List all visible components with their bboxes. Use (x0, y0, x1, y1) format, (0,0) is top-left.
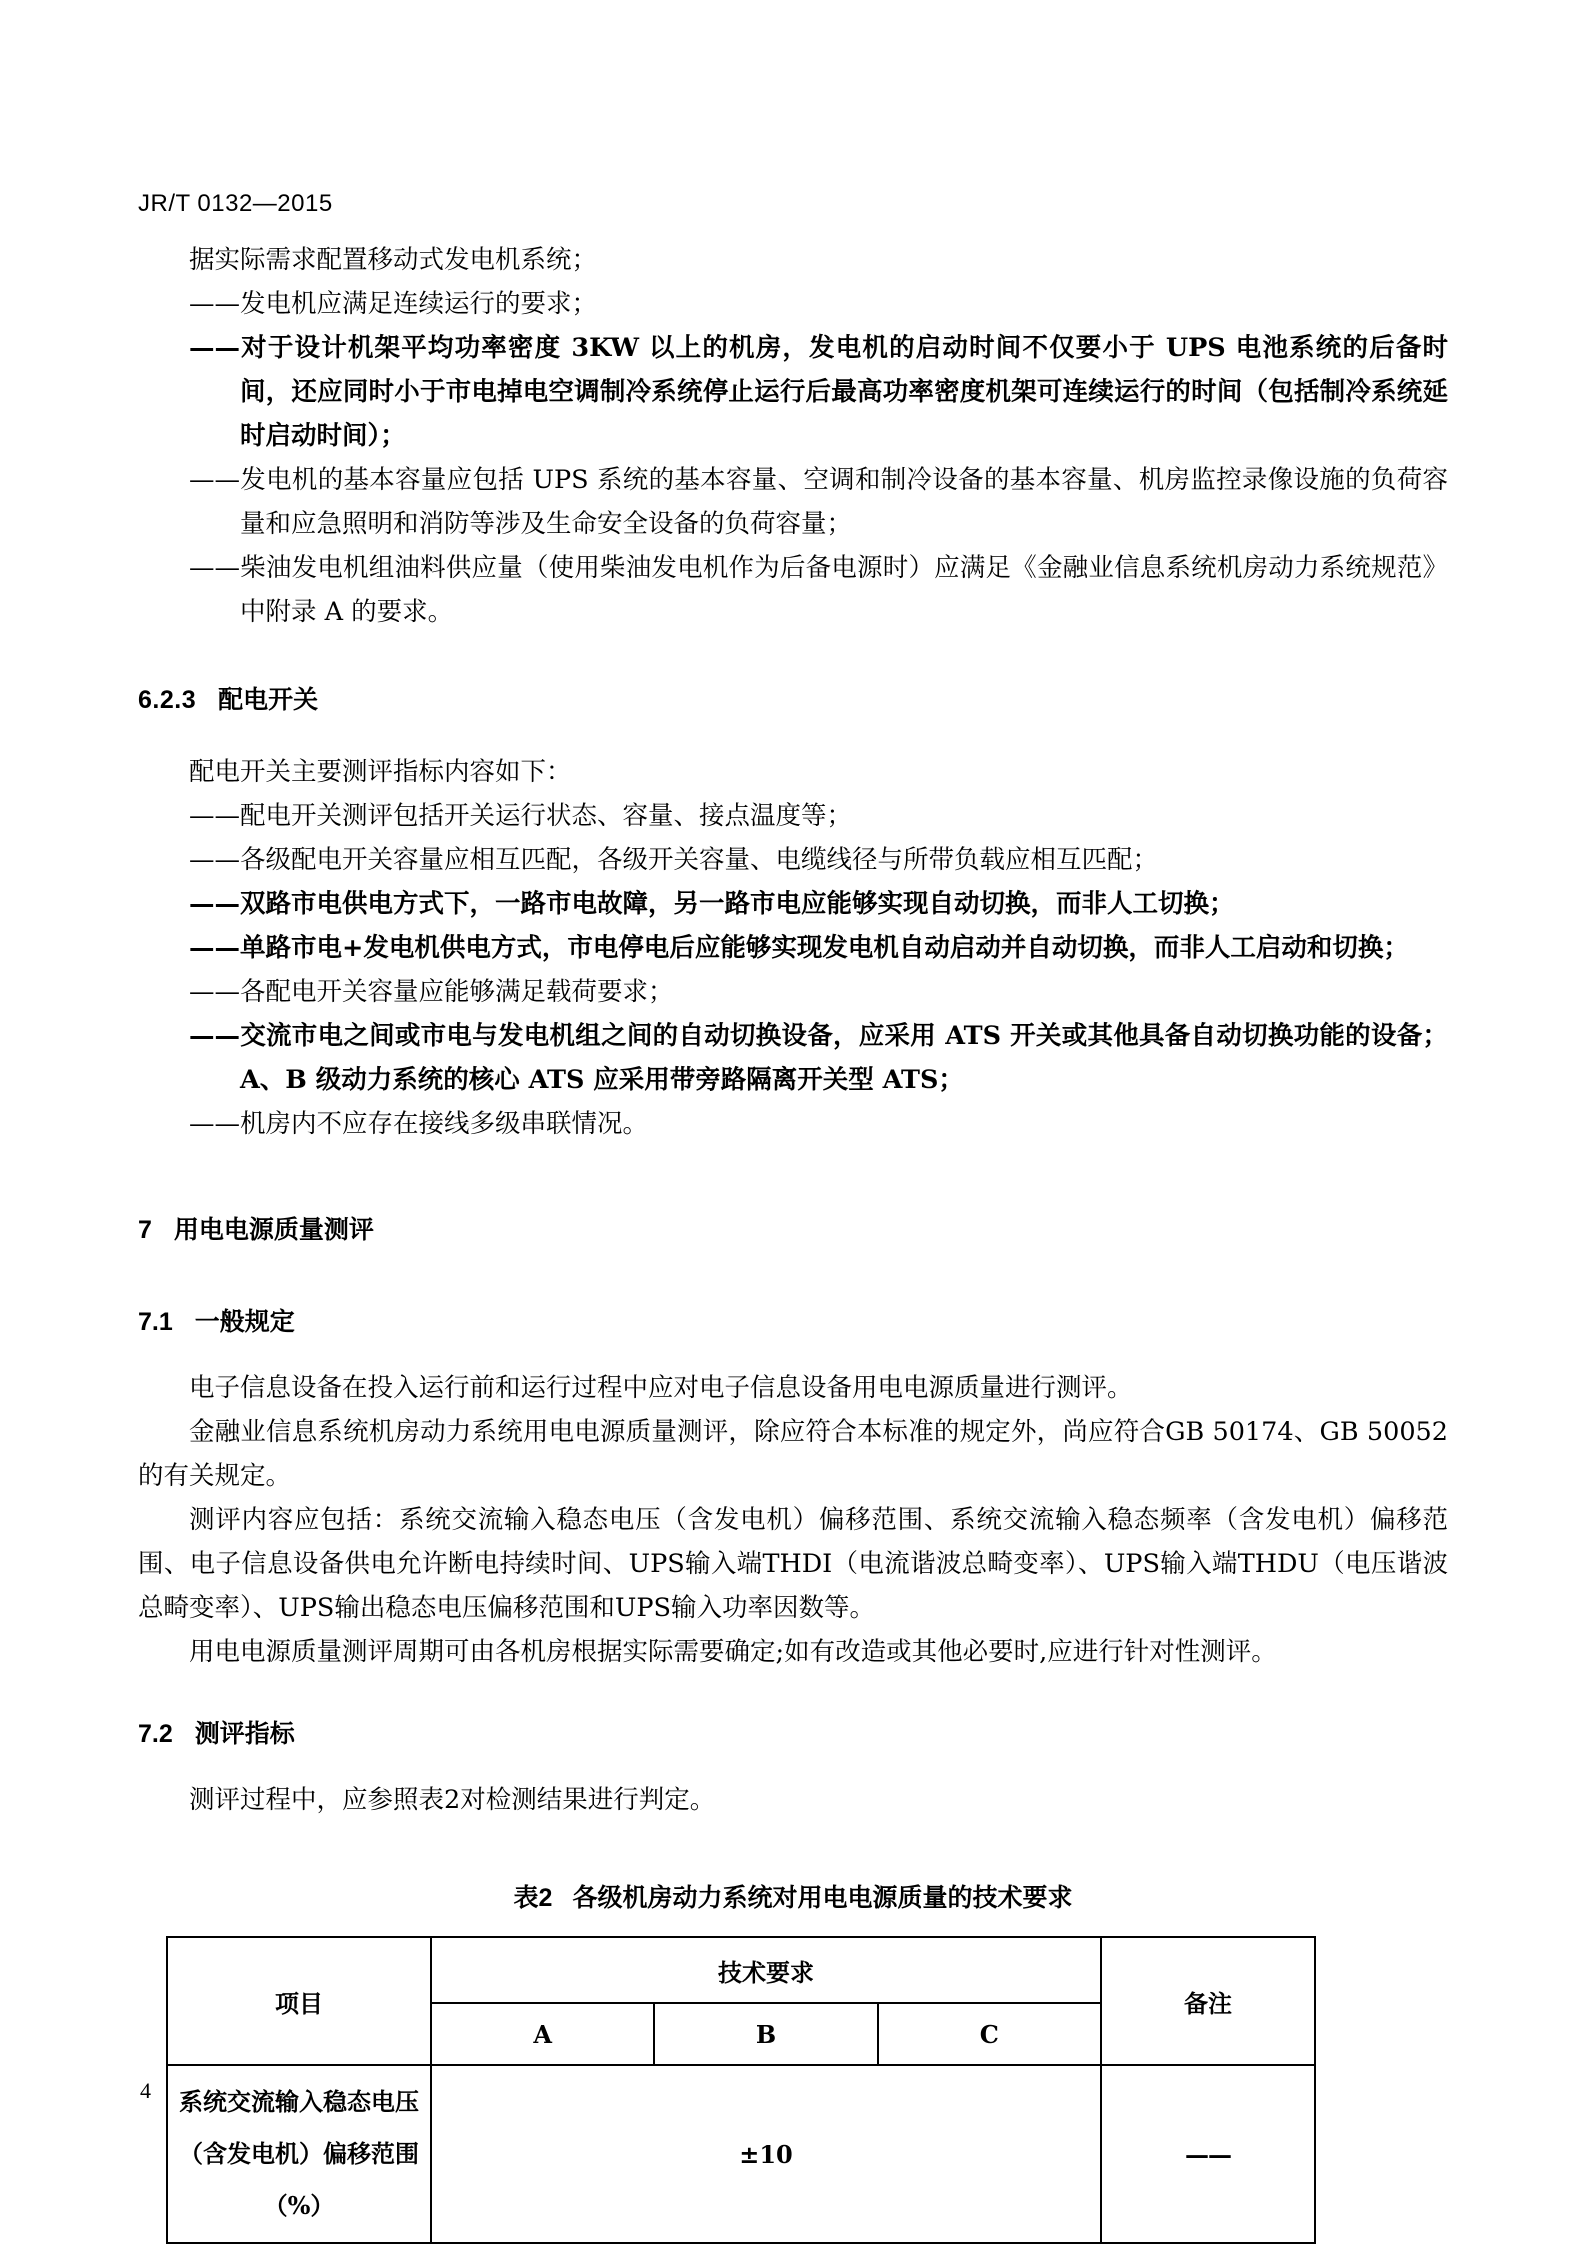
heading-7 (138, 1210, 1448, 1246)
section-623-lead: 配电开关主要测评指标内容如下： (189, 757, 572, 787)
table-row (167, 2065, 1315, 2243)
heading-title: 测评指标 (194, 1720, 295, 1748)
running-header-standard-code: JR/T 0132—2015 (138, 190, 333, 217)
page-number: 4 (140, 2078, 151, 2103)
list-item: ——各配电开关容量应能够满足载荷要求； (189, 977, 674, 1007)
table-cell-remark: —— (1101, 2065, 1315, 2243)
heading-number: 7.2 (138, 1720, 173, 1748)
table2 (166, 1936, 1316, 2244)
section-71-paragraph: 电子信息设备在投入运行前和运行过程中应对电子信息设备用电电源质量进行测评。 (189, 1373, 1133, 1403)
section-71-paragraph: 金融业信息系统机房动力系统用电电源质量测评，除应符合本标准的规定外，尚应符合GB 50174、GB 50052的有关规定。 (138, 1417, 1448, 1491)
list-item: ——柴油发电机组油料供应量（使用柴油发电机作为后备电源时）应满足《金融业信息系统机房动力系统规范》中附录 A 的要求。 (189, 553, 1448, 627)
heading-title: 配电开关 (218, 686, 319, 714)
heading-6-2-3 (138, 680, 1448, 716)
table2-caption (138, 1878, 1448, 1914)
list-item: ——双路市电供电方式下，一路市电故障，另一路市电应能够实现自动切换，而非人工切换； (189, 889, 1235, 919)
continued-paragraph: 据实际需求配置移动式发电机系统； (189, 245, 598, 275)
item-name-line: （含发电机）偏移范围 (179, 2139, 419, 2168)
list-item: ——发电机的基本容量应包括 UPS 系统的基本容量、空调和制冷设备的基本容量、机房监控录像设施的负荷容量和应急照明和消防等涉及生命安全设备的负荷容量； (189, 465, 1448, 539)
page-content (138, 238, 1448, 2244)
table-header-grade-a: A (431, 2003, 654, 2065)
section-71-paragraph: 测评内容应包括：系统交流输入稳态电压（含发电机）偏移范围、系统交流输入稳态频率（含发电机）偏移范围、电子信息设备供电允许断电持续时间、UPS输入端THDI（电流谐波总畸变率）、UPS输入端THDU（电压谐波总畸变率）、UPS输出稳态电压偏移范围和UPS输入功率因数等。 (138, 1505, 1448, 1623)
section-72-paragraph: 测评过程中，应参照表2对检测结果进行判定。 (189, 1785, 716, 1815)
item-name-line: 系统交流输入稳态电压 (179, 2087, 419, 2116)
table2-caption-title: 各级机房动力系统对用电电源质量的技术要求 (572, 1884, 1073, 1912)
table-header-grade-c: C (878, 2003, 1101, 2065)
table-header-tech-requirement: 技术要求 (431, 1937, 1101, 2003)
list-item: ——配电开关测评包括开关运行状态、容量、接点温度等； (189, 801, 853, 831)
list-item: ——单路市电+发电机供电方式，市电停电后应能够实现发电机自动启动并自动切换，而非人工启动和切换； (189, 933, 1409, 963)
list-item: ——各级配电开关容量应相互匹配，各级开关容量、电缆线径与所带负载应相互匹配； (189, 845, 1159, 875)
heading-number: 6.2.3 (138, 686, 197, 714)
heading-7-2 (138, 1714, 1448, 1750)
list-item: ——交流市电之间或市电与发电机组之间的自动切换设备，应采用 ATS 开关或其他具备自动切换功能的设备；A、B 级动力系统的核心 ATS 应采用带旁路隔离开关型 ATS； (189, 1021, 1448, 1095)
switchgear-requirements-list (189, 794, 1448, 1146)
heading-number: 7 (138, 1216, 152, 1244)
table-header-grade-b: B (654, 2003, 877, 2065)
table-header-remark: 备注 (1101, 1937, 1315, 2065)
generator-requirements-list (189, 282, 1448, 634)
table-header-row-1 (167, 1937, 1315, 2003)
table2-caption-label: 表2 (513, 1884, 553, 1912)
section-71-paragraph: 用电电源质量测评周期可由各机房根据实际需要确定;如有改造或其他必要时,应进行针对性测评。 (189, 1637, 1277, 1667)
list-item: ——机房内不应存在接线多级串联情况。 (189, 1109, 649, 1139)
table-header-item: 项目 (167, 1937, 431, 2065)
table-cell-value: ±10 (431, 2065, 1101, 2243)
heading-title: 一般规定 (194, 1308, 295, 1336)
list-item: ——发电机应满足连续运行的要求； (189, 289, 598, 319)
heading-7-1 (138, 1302, 1448, 1338)
item-name-line: （%） (263, 2191, 335, 2220)
heading-number: 7.1 (138, 1308, 173, 1336)
heading-title: 用电电源质量测评 (173, 1216, 374, 1244)
table-cell-item-name (167, 2065, 431, 2243)
list-item: ——对于设计机架平均功率密度 3KW 以上的机房，发电机的启动时间不仅要小于 UPS 电池系统的后备时间，还应同时小于市电掉电空调制冷系统停止运行后最高功率密度机架可连续运行的时间（包括制冷系统延时启动时间）； (189, 333, 1448, 451)
